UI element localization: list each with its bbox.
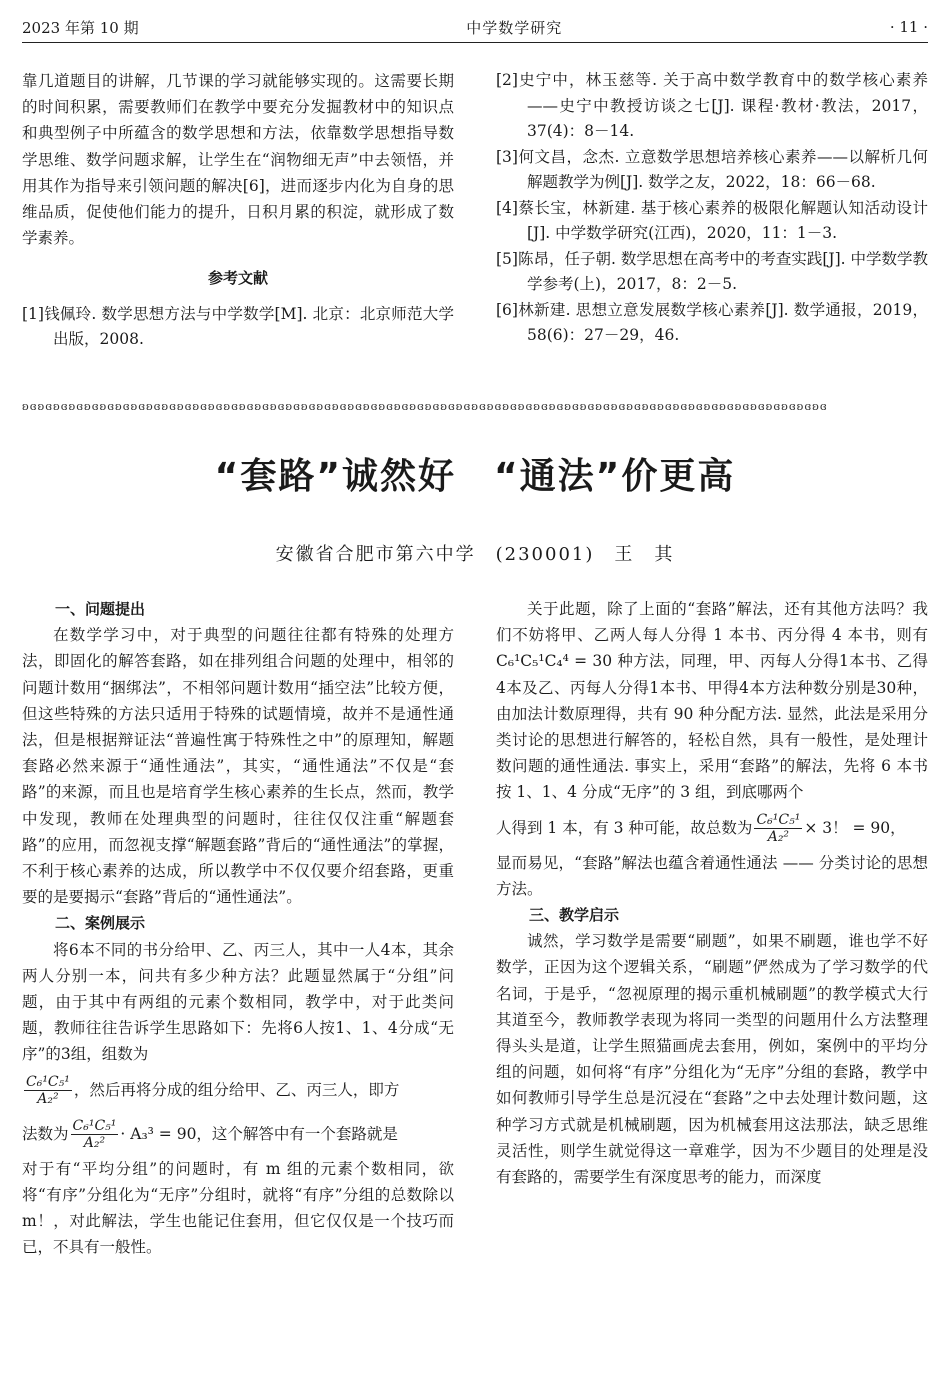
reference-5: [5]陈昂，任子朝. 数学思想在高考中的考查实践[J]. 中学数学教学参考(上)，2017，8：2－5.	[496, 249, 928, 293]
reference-2: [2]史宁中，林玉慈等. 关于高中数学教育中的数学核心素养——史宁中教授访谈之七[J]. 课程·教材·教法，2017，37(4)：8－14.	[496, 71, 928, 140]
fraction-method-count: $\frac{\text{C₆¹C₅¹}}{\text{A₂²}}$	[72, 1118, 117, 1152]
section-3-paragraph: 诚然，学习数学是需要“刷题”，如果不刷题，谁也学不好数学，正因为这个逻辑关系，“刷题”俨然成为了学习数学的代名词，于是乎，“忽视原理的揭示重机械刷题”的教学模式大行其道至今，教师教学表现为将同一类型的问题用什么方法整理得头头是道，让学生照猫画虎去套用，例如，案例中的平均分组的问题，如何将“有序”分组化为“无序”分组的套路，教学中如何教师引导学生总是沉浸在“套路”之中去处理计数问题，这种学习方式就是机械刷题，因为机械套用这法那法，缺乏思维灵活性，则学生就觉得这一章难学，因为不少题目的处理是没有套路的，需要学生有深度思考的能力，而深度	[496, 932, 928, 1187]
section-2-title: 二、案例展示	[55, 914, 146, 933]
section-2-paragraph-part2: 对于有“平均分组”的问题时，有 m 组的元素个数相同，欲将“有序”分组化为“无序”分组时，就将“有序”分组的总数除以 m！，对此解法，学生也能记住套用，但它仅仅是一个技巧而已，不具有一般性。	[22, 1159, 454, 1257]
page-number: · 11 ·	[889, 18, 928, 36]
fraction-total: $\frac{\text{C₆¹C₅¹}}{\text{A₂²}}$	[756, 812, 801, 846]
article-title: “套路”诚然好 “通法”价更高	[214, 456, 736, 497]
reference-3: [3]何文昌，念杰. 立意数学思想培养核心素养——以解析几何解题教学为例[J]. 数学之友，2022，18：66－68.	[496, 147, 928, 191]
running-header	[22, 12, 928, 43]
article-left-column	[22, 596, 454, 1260]
reference-1: [1]钱佩玲. 数学思想方法与中学数学[M]. 北京：北京师范大学出版，2008.	[22, 304, 454, 349]
references-title: 参考文献	[207, 269, 268, 288]
prev-article-ending: 靠几道题目的讲解，几节课的学习就能够实现的。这需要长期的时间积累，需要教师们在教学中要充分发掘教材中的知识点和典型例子中所蕴含的数学思想和方法，依靠数学思想指导数学思维、数学问题求解，让学生在“润物细无声”中去领悟，并用其作为指导来引领问题的解决[6]，进而逐步内化为自身的思维品质，促使他们能力的提升，日积月累的积淀，就形成了数学素养。	[22, 72, 454, 248]
journal-name: 中学数学研究	[466, 18, 563, 37]
section-2-formula-line-2: 法数为 $\frac{\text{C₆¹C₅¹}}{\text{A₂²}}$ · A₃³ = 90，这个解答中有一个套路就是	[22, 1118, 398, 1152]
prev-article-left-column	[22, 68, 454, 353]
total-count-formula-line: 人得到 1 本，有 3 种可能，故总数为 $\frac{\text{C₆¹C₅¹}}{\text{A₂²}}$ × 3！ = 90，	[496, 812, 906, 846]
ornament-divider: ʚɞʚɞʚɞʚɞʚɞʚɞʚɞʚɞʚɞʚɞʚɞʚɞʚɞʚɞʚɞʚɞʚɞʚɞʚɞʚɞʚɞʚɞʚɞʚɞʚɞʚɞʚɞʚɞʚɞʚɞʚɞʚɞʚɞʚɞʚɞʚɞʚɞʚɞʚɞʚɞʚɞʚɞʚɞʚɞʚɞʚɞʚɞʚɞʚɞʚɞʚɞʚɞ	[22, 401, 828, 413]
section-1-paragraph: 在数学学习中，对于典型的问题往往都有特殊的处理方法，即固化的解答套路，如在排列组合问题的处理中，相邻的问题计数用“捆绑法”，不相邻问题计数用“插空法”比较方便，但这些特殊的方法只适用于特殊的试题情境，故并不是通性通法，但是根据辩证法“普遍性寓于特殊性之中”的原理知，解题套路必然来源于“通性通法”，其实，“通性通法”不仅是“套路”的来源，而且也是培育学生核心素养的生长点，然而，教学中发现，教师在处理典型的问题时，往往仅仅注重“解题套路”的应用，而忽视支撑“解题套路”背后的“通性通法”的掌握，不利于核心素养的达成，所以教学中不仅仅要介绍套路，更重要的是要揭示“套路”背后的“通性通法”。	[22, 626, 454, 907]
section-3-title: 三、教学启示	[529, 906, 620, 925]
article-author: 安徽省合肥市第六中学 (230001) 王 其	[275, 544, 675, 565]
section-2-paragraph-part1: 将6本不同的书分给甲、乙、丙三人，其中一人4本，其余两人分别一本，问共有多少种方法？此题显然属于“分组”问题，由于其中有两组的元素个数相同，教学中，对于此类问题，教师往往告诉学生思路如下：先将6人按1、1、4分成“无序”的3组，组数为	[22, 940, 454, 1064]
article-right-column	[496, 596, 928, 1190]
section-2-formula-line-1: $\frac{\text{C₆¹C₅¹}}{\text{A₂²}}$ ，然后再将分成的组分给甲、乙、丙三人，即方	[26, 1074, 400, 1108]
alternative-method-paragraph: 关于此题，除了上面的“套路”解法，还有其他方法吗？我们不妨将甲、乙两人每人分得 1 本书、丙分得 4 本书，则有 C₆¹C₅¹C₄⁴ = 30 种方法，同理，甲、丙每人分得1本书、乙得4本及乙、丙每人分得1本书、甲得4本方法种数分别是30种，由加法计数原理得，共有 90 种分配方法. 显然，此法是采用分类讨论的思想进行解答的，轻松自然，具有一般性，是处理计数问题的通性通法. 事实上，采用“套路”的解法，先将 6 本书按 1、1、4 分成“无序”的 3 组，到底哪两个	[496, 600, 928, 802]
reference-6: [6]林新建. 思想立意发展数学核心素养[J]. 数学通报，2019，58(6)：27－29，46.	[496, 300, 928, 344]
reference-4: [4]蔡长宝，林新建. 基于核心素养的极限化解题认知活动设计[J]. 中学数学研究(江西)，2020，11：1－3.	[496, 198, 928, 242]
references-right-column	[496, 68, 928, 349]
conclusion-line: 显而易见，“套路”解法也蕴含着通性通法 —— 分类讨论的思想方法。	[496, 853, 928, 898]
fraction-groups: $\frac{\text{C₆¹C₅¹}}{\text{A₂²}}$	[26, 1074, 70, 1108]
issue-label: 2023 年第 10 期	[22, 18, 139, 37]
section-1-title: 一、问题提出	[55, 600, 146, 618]
